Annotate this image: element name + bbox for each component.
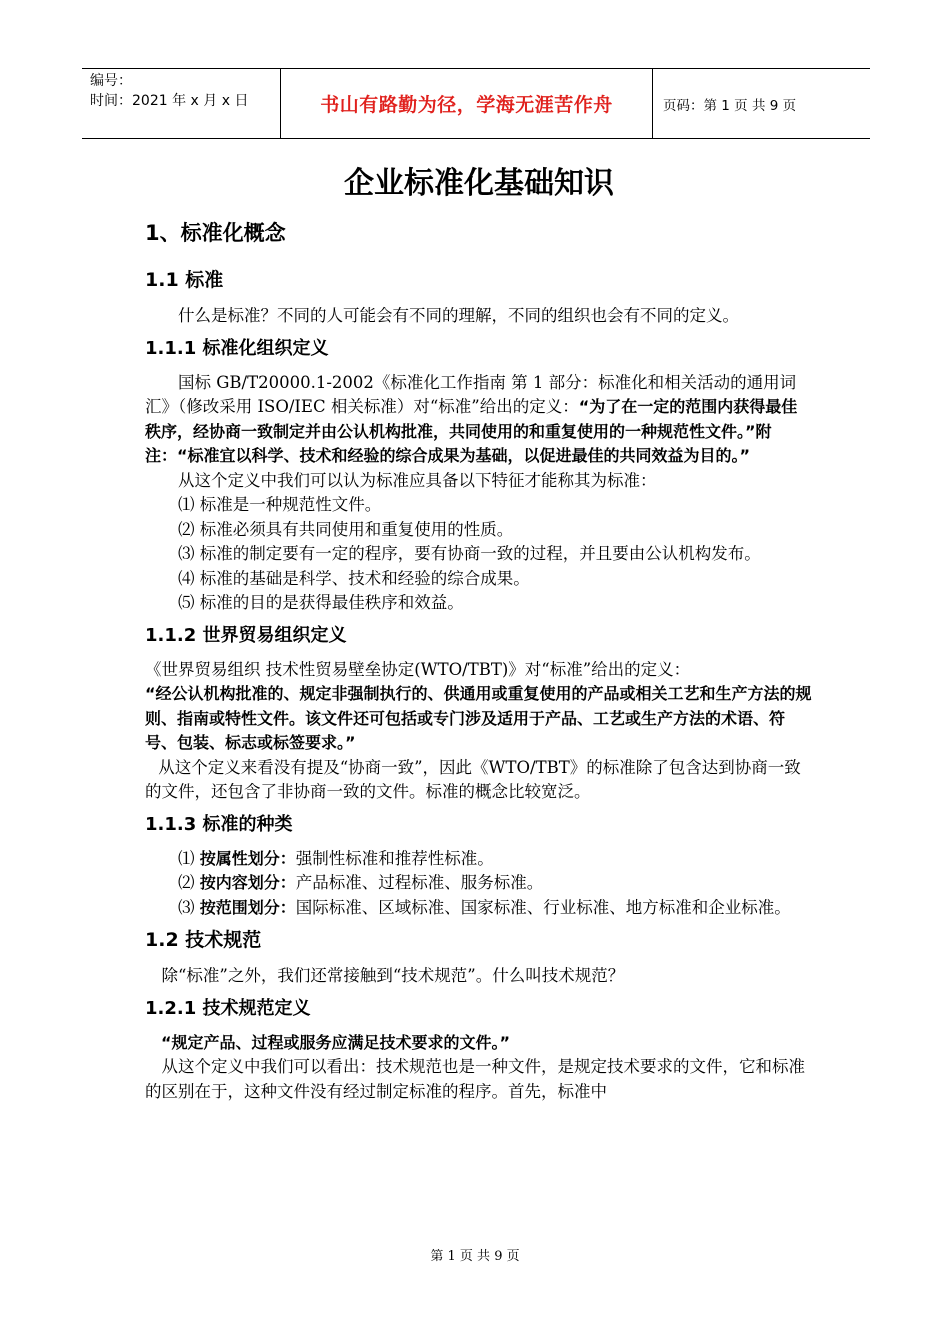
category-item xyxy=(145,871,813,896)
paragraph-1-1-2-intro: 《世界贸易组织 技术性贸易壁垒协定(WTO/TBT)》对“标准”给出的定义： xyxy=(145,659,691,679)
category-label: 按范围划分： xyxy=(199,897,296,917)
feature-item: ⑴ 标准是一种规范性文件。 xyxy=(178,495,382,514)
heading-1-1: 1.1 标准 xyxy=(145,269,224,291)
feature-item: ⑷ 标准的基础是科学、技术和经验的综合成果。 xyxy=(178,568,530,588)
definition-quote-bold: “为了在一定的范围内获得最佳秩序，经协商一致制定并由公认机构批准，共同使用的和重复使用的一种规范性文件。”附注：“标准宜以科学、技术和经验的综合成果为基础，以促进最佳的共同效益为目的。” xyxy=(145,397,798,465)
paragraph-1-2-1-analysis: 从这个定义中我们可以看出：技术规范也是一种文件，是规定技术要求的文件，它和标准的区别在于，这种文件没有经过制定标准的程序。首先，标准中 xyxy=(145,1057,805,1101)
feature-item: ⑵ 标准必须具有共同使用和重复使用的性质。 xyxy=(178,519,514,539)
paragraph-1-1-1-definition xyxy=(145,371,813,469)
paragraph-1-1-2-analysis: 从这个定义来看没有提及“协商一致”，因此《WTO/TBT》的标准除了包含达到协商一致的文件，还包含了非协商一致的文件。标准的概念比较宽泛。 xyxy=(145,757,801,801)
category-label: 按内容划分： xyxy=(199,873,296,892)
feature-item: ⑸ 标准的目的是获得最佳秩序和效益。 xyxy=(178,593,464,612)
heading-1-1-1: 1.1.1 标准化组织定义 xyxy=(145,337,329,359)
heading-1-1-3: 1.1.3 标准的种类 xyxy=(145,813,293,835)
definition-source-text: 国标 GB/T20000.1-2002《标准化工作指南 第 1 部分：标准化和相关活动的通用词汇》（修改采用 ISO/IEC 相关标准）对“标准”给出的定义： xyxy=(145,372,797,416)
document-body xyxy=(145,158,813,1104)
motto-text: 书山有路勤为径，学海无涯苦作舟 xyxy=(320,94,613,116)
heading-1-2: 1.2 技术规范 xyxy=(145,929,262,951)
header-page-info: 页码：第 1 页 共 9 页 xyxy=(663,97,797,114)
category-text: 国际标准、区域标准、国家标准、行业标准、地方标准和企业标准。 xyxy=(295,897,791,917)
category-text: 强制性标准和推荐性标准。 xyxy=(295,848,494,868)
heading-1-1-2: 1.1.2 世界贸易组织定义 xyxy=(145,624,347,646)
category-number: ⑴ xyxy=(178,848,200,868)
category-item xyxy=(145,847,813,872)
header-meta xyxy=(82,69,280,138)
feature-item: ⑶ 标准的制定要有一定的程序，要有协商一致的过程，并且要由公认机构发布。 xyxy=(178,544,761,563)
heading-1-2-1: 1.2.1 技术规范定义 xyxy=(145,997,311,1019)
paragraph-1-1-1-features-intro: 从这个定义中我们可以认为标准应具备以下特征才能称其为标准： xyxy=(178,470,657,490)
document-title: 企业标准化基础知识 xyxy=(344,166,614,201)
page-footer: 第 1 页 共 9 页 xyxy=(430,1249,520,1264)
tech-spec-definition-quote: “规定产品、过程或服务应满足技术要求的文件。” xyxy=(161,1032,511,1052)
category-number: ⑶ xyxy=(178,897,200,917)
category-label: 按属性划分： xyxy=(199,848,296,868)
paragraph-1-2-intro: 除“标准”之外，我们还常接触到“技术规范”。什么叫技术规范？ xyxy=(161,966,625,985)
header-table xyxy=(82,68,870,139)
category-text: 产品标准、过程标准、服务标准。 xyxy=(295,873,544,892)
header-motto-cell xyxy=(280,69,653,138)
category-item xyxy=(145,896,813,921)
paragraph-1-1-intro: 什么是标准？不同的人可能会有不同的理解，不同的组织也会有不同的定义。 xyxy=(178,306,739,325)
section-heading-1: 1、标准化概念 xyxy=(145,221,286,245)
wto-definition-quote: “经公认机构批准的、规定非强制执行的、供通用或重复使用的产品或相关工艺和生产方法的规则、指南或特性文件。该文件还可包括或专门涉及适用于产品、工艺或生产方法的术语、符号、包装、标志或标签要求。” xyxy=(145,684,812,752)
category-number: ⑵ xyxy=(178,873,200,892)
time-label: 时间：2021 年 x 月 x 日 xyxy=(90,93,249,109)
number-label: 编号： xyxy=(90,73,132,89)
